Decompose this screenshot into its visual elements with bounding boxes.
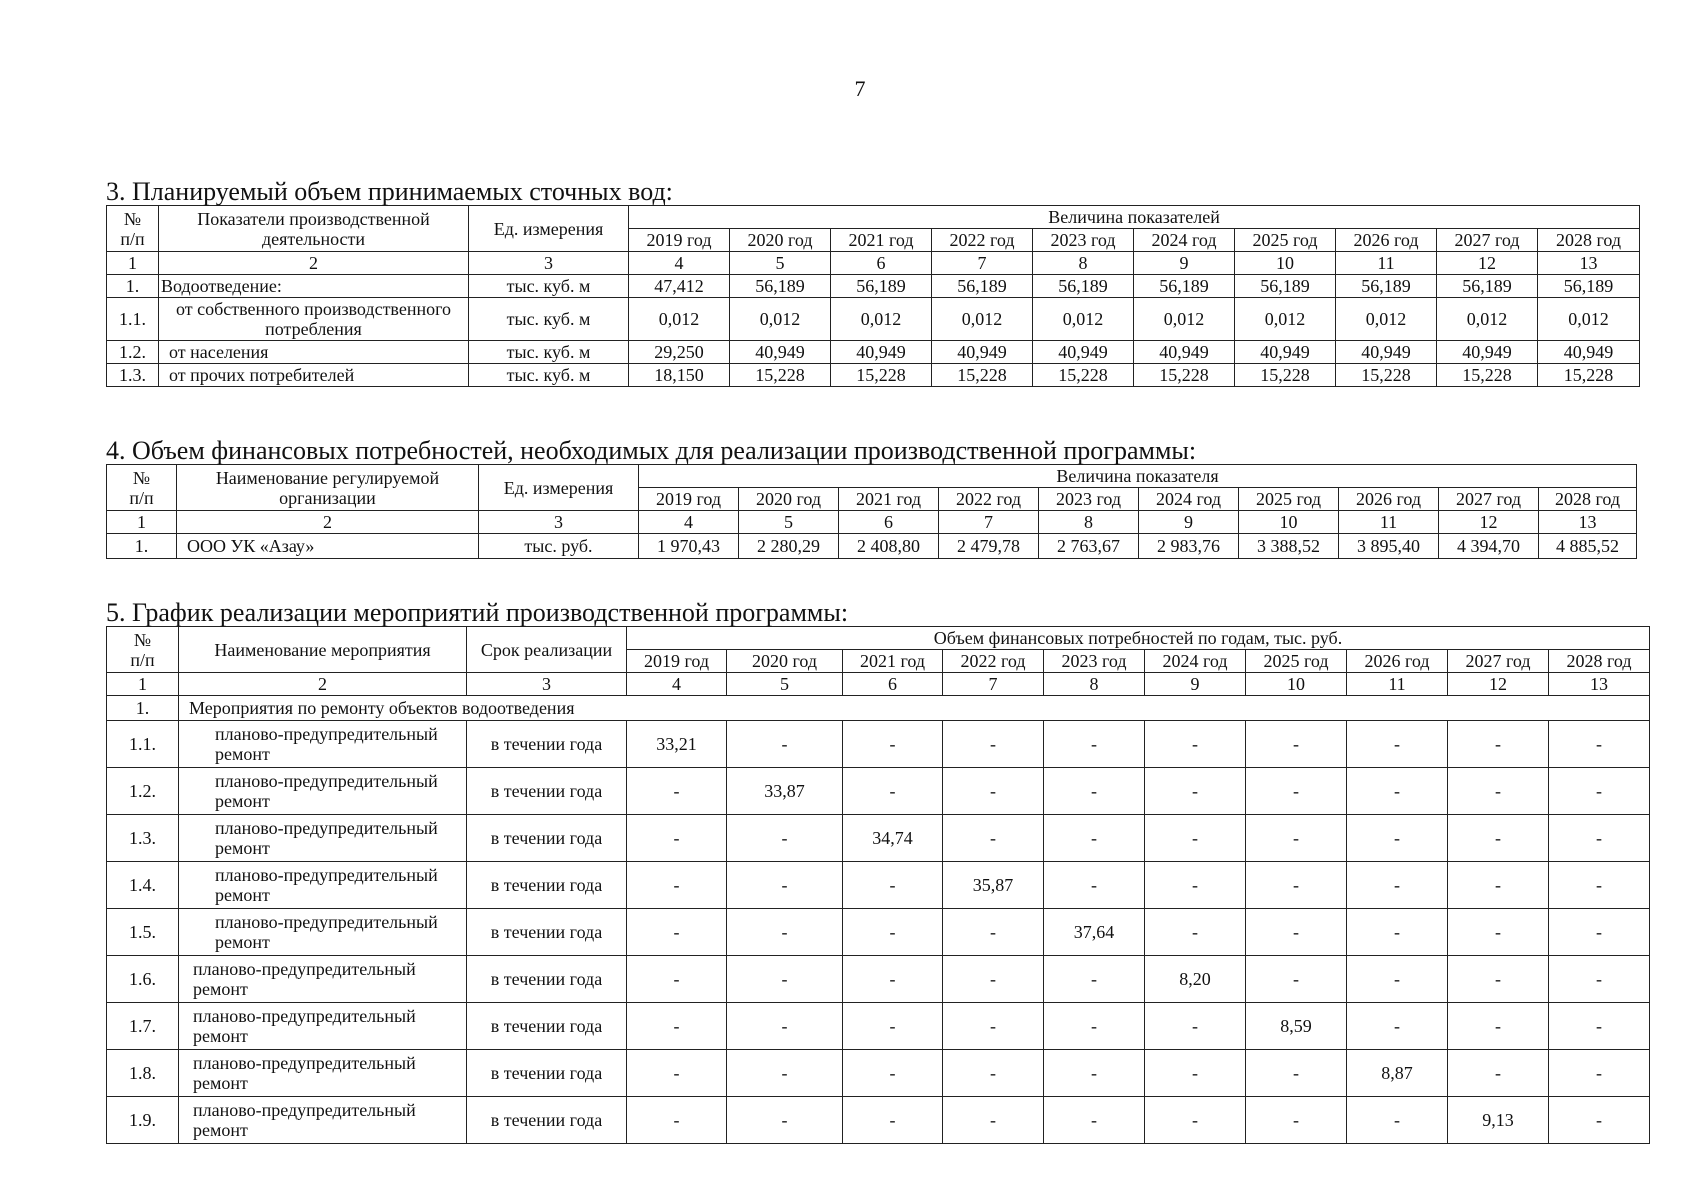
column-number: 5 — [739, 511, 839, 534]
section-schedule — [106, 600, 1650, 1144]
column-number: 9 — [1139, 511, 1239, 534]
column-numbers-row — [107, 252, 1640, 275]
header-unit: Ед. измерения — [469, 206, 629, 252]
value-cell: - — [1448, 909, 1549, 956]
event-name: планово-предупредительный ремонт — [179, 1003, 467, 1050]
header-year: 2028 год — [1539, 488, 1637, 511]
term: в течении года — [467, 1097, 627, 1144]
column-number: 8 — [1039, 511, 1139, 534]
financial-needs-table — [106, 464, 1637, 559]
column-number: 3 — [469, 252, 629, 275]
header-year: 2020 год — [727, 650, 843, 673]
term: в течении года — [467, 1050, 627, 1097]
header-year: 2027 год — [1448, 650, 1549, 673]
column-number: 10 — [1235, 252, 1336, 275]
value-cell: 1 970,43 — [639, 534, 739, 559]
value-cell: - — [627, 1003, 727, 1050]
value-cell: 0,012 — [1033, 298, 1134, 341]
value-cell: 15,228 — [932, 364, 1033, 387]
value-cell: 56,189 — [1437, 275, 1538, 298]
table-row — [107, 1097, 1650, 1144]
value-cell: 40,949 — [1235, 341, 1336, 364]
value-cell: - — [1145, 909, 1246, 956]
table-row — [107, 341, 1640, 364]
value-cell: 2 983,76 — [1139, 534, 1239, 559]
value-cell: - — [1448, 815, 1549, 862]
header-number: № п/п — [107, 627, 179, 673]
row-number: 1.5. — [107, 909, 179, 956]
header-year: 2027 год — [1439, 488, 1539, 511]
value-cell: - — [1145, 1050, 1246, 1097]
unit: тыс. куб. м — [469, 364, 629, 387]
row-number: 1.7. — [107, 1003, 179, 1050]
header-year: 2025 год — [1239, 488, 1339, 511]
value-cell: - — [1044, 1097, 1145, 1144]
value-cell: 56,189 — [932, 275, 1033, 298]
value-cell: 0,012 — [730, 298, 831, 341]
value-cell: - — [943, 1050, 1044, 1097]
value-cell: - — [943, 768, 1044, 815]
value-cell: 15,228 — [831, 364, 932, 387]
row-number: 1.4. — [107, 862, 179, 909]
header-year: 2026 год — [1339, 488, 1439, 511]
value-cell: 40,949 — [1134, 341, 1235, 364]
value-cell: - — [1044, 956, 1145, 1003]
table-row — [107, 768, 1650, 815]
header-unit: Срок реализации — [467, 627, 627, 673]
group-row — [107, 696, 1650, 721]
value-cell: 56,189 — [831, 275, 932, 298]
value-cell: 40,949 — [730, 341, 831, 364]
value-cell: - — [1448, 956, 1549, 1003]
term: в течении года — [467, 815, 627, 862]
value-cell: - — [1347, 768, 1448, 815]
value-cell: - — [1549, 721, 1650, 768]
value-cell: - — [943, 721, 1044, 768]
value-cell: - — [727, 1097, 843, 1144]
value-cell: 9,13 — [1448, 1097, 1549, 1144]
value-cell: - — [1549, 1003, 1650, 1050]
header-number: № п/п — [107, 465, 177, 511]
section-financial-needs — [106, 438, 1637, 559]
column-number: 3 — [479, 511, 639, 534]
header-row — [107, 206, 1640, 229]
value-cell: 35,87 — [943, 862, 1044, 909]
column-number: 6 — [831, 252, 932, 275]
event-name: планово-предупредительный ремонт — [179, 768, 467, 815]
value-cell: 2 280,29 — [739, 534, 839, 559]
value-cell: - — [1145, 721, 1246, 768]
table-row — [107, 815, 1650, 862]
section-wastewater-volume — [106, 179, 1640, 387]
unit: тыс. куб. м — [469, 275, 629, 298]
event-name: планово-предупредительный ремонт — [179, 909, 467, 956]
value-cell: - — [843, 909, 943, 956]
row-number: 1.8. — [107, 1050, 179, 1097]
indicator-name: от прочих потребителей — [159, 364, 469, 387]
value-cell: - — [627, 862, 727, 909]
header-year: 2020 год — [730, 229, 831, 252]
value-cell: - — [1347, 815, 1448, 862]
event-name: планово-предупредительный ремонт — [179, 956, 467, 1003]
value-cell: - — [1044, 768, 1145, 815]
value-cell: 3 895,40 — [1339, 534, 1439, 559]
value-cell: 2 479,78 — [939, 534, 1039, 559]
header-year: 2023 год — [1039, 488, 1139, 511]
column-number: 3 — [467, 673, 627, 696]
value-cell: - — [1145, 1003, 1246, 1050]
value-cell: 33,87 — [727, 768, 843, 815]
value-cell: 15,228 — [730, 364, 831, 387]
value-cell: - — [1549, 768, 1650, 815]
value-cell: 40,949 — [932, 341, 1033, 364]
value-cell: - — [843, 768, 943, 815]
organization-name: ООО УК «Азау» — [177, 534, 479, 559]
value-cell: - — [1246, 909, 1347, 956]
column-number: 10 — [1239, 511, 1339, 534]
header-unit: Ед. измерения — [479, 465, 639, 511]
event-name: планово-предупредительный ремонт — [179, 862, 467, 909]
header-name: Наименование мероприятия — [179, 627, 467, 673]
column-number: 9 — [1134, 252, 1235, 275]
event-name: планово-предупредительный ремонт — [179, 815, 467, 862]
header-year: 2028 год — [1549, 650, 1650, 673]
value-cell: 56,189 — [1336, 275, 1437, 298]
header-year: 2021 год — [831, 229, 932, 252]
header-values: Величина показателей — [629, 206, 1640, 229]
term: в течении года — [467, 862, 627, 909]
unit: тыс. руб. — [479, 534, 639, 559]
row-number: 1.2. — [107, 768, 179, 815]
value-cell: - — [727, 956, 843, 1003]
value-cell: 0,012 — [1538, 298, 1640, 341]
header-values: Величина показателя — [639, 465, 1637, 488]
header-year: 2024 год — [1145, 650, 1246, 673]
column-number: 11 — [1336, 252, 1437, 275]
header-year: 2025 год — [1235, 229, 1336, 252]
header-year: 2028 год — [1538, 229, 1640, 252]
value-cell: 40,949 — [831, 341, 932, 364]
unit: тыс. куб. м — [469, 341, 629, 364]
header-year: 2019 год — [629, 229, 730, 252]
row-number: 1. — [107, 534, 177, 559]
column-number: 8 — [1033, 252, 1134, 275]
header-year: 2026 год — [1347, 650, 1448, 673]
table-row — [107, 298, 1640, 341]
term: в течении года — [467, 909, 627, 956]
value-cell: - — [1549, 956, 1650, 1003]
section-title: 3. Планируемый объем принимаемых сточных вод: — [106, 177, 673, 206]
value-cell: 56,189 — [730, 275, 831, 298]
value-cell: 0,012 — [1235, 298, 1336, 341]
value-cell: - — [1044, 1003, 1145, 1050]
column-number: 11 — [1347, 673, 1448, 696]
value-cell: - — [727, 862, 843, 909]
term: в течении года — [467, 768, 627, 815]
header-year: 2021 год — [843, 650, 943, 673]
value-cell: - — [943, 1097, 1044, 1144]
table-row — [107, 1050, 1650, 1097]
value-cell: 33,21 — [627, 721, 727, 768]
column-number: 9 — [1145, 673, 1246, 696]
column-number: 13 — [1538, 252, 1640, 275]
value-cell: - — [1347, 909, 1448, 956]
header-row — [107, 627, 1650, 650]
column-number: 13 — [1549, 673, 1650, 696]
row-number: 1.3. — [107, 815, 179, 862]
indicator-name: от собственного производственного потребления — [159, 298, 469, 341]
value-cell: 29,250 — [629, 341, 730, 364]
value-cell: - — [627, 1097, 727, 1144]
column-number: 5 — [730, 252, 831, 275]
value-cell: - — [843, 956, 943, 1003]
value-cell: 15,228 — [1437, 364, 1538, 387]
value-cell: - — [1347, 721, 1448, 768]
unit: тыс. куб. м — [469, 298, 629, 341]
term: в течении года — [467, 1003, 627, 1050]
header-year: 2019 год — [639, 488, 739, 511]
value-cell: - — [627, 956, 727, 1003]
value-cell: 2 408,80 — [839, 534, 939, 559]
column-number: 2 — [159, 252, 469, 275]
row-number: 1.9. — [107, 1097, 179, 1144]
event-name: планово-предупредительный ремонт — [179, 721, 467, 768]
row-number: 1. — [107, 275, 159, 298]
value-cell: - — [1246, 862, 1347, 909]
table-row — [107, 534, 1637, 559]
value-cell: - — [1448, 862, 1549, 909]
value-cell: - — [843, 862, 943, 909]
value-cell: 56,189 — [1538, 275, 1640, 298]
column-number: 4 — [629, 252, 730, 275]
table-row — [107, 275, 1640, 298]
column-number: 4 — [627, 673, 727, 696]
value-cell: - — [843, 1003, 943, 1050]
value-cell: - — [1549, 1050, 1650, 1097]
value-cell: 0,012 — [629, 298, 730, 341]
table-row — [107, 1003, 1650, 1050]
event-name: планово-предупредительный ремонт — [179, 1097, 467, 1144]
column-number: 2 — [177, 511, 479, 534]
value-cell: 18,150 — [629, 364, 730, 387]
value-cell: - — [727, 1003, 843, 1050]
value-cell: - — [1044, 815, 1145, 862]
header-year: 2026 год — [1336, 229, 1437, 252]
header-year: 2020 год — [739, 488, 839, 511]
column-number: 10 — [1246, 673, 1347, 696]
group-name: Мероприятия по ремонту объектов водоотведения — [179, 696, 1650, 721]
value-cell: - — [1347, 1097, 1448, 1144]
value-cell: - — [1246, 1050, 1347, 1097]
value-cell: - — [627, 1050, 727, 1097]
value-cell: - — [1044, 1050, 1145, 1097]
value-cell: 8,20 — [1145, 956, 1246, 1003]
value-cell: - — [1145, 862, 1246, 909]
value-cell: - — [627, 815, 727, 862]
value-cell: - — [943, 956, 1044, 1003]
value-cell: 0,012 — [1437, 298, 1538, 341]
value-cell: - — [1044, 721, 1145, 768]
value-cell: 4 885,52 — [1539, 534, 1637, 559]
column-number: 6 — [843, 673, 943, 696]
column-number: 13 — [1539, 511, 1637, 534]
header-year: 2021 год — [839, 488, 939, 511]
value-cell: - — [1448, 1050, 1549, 1097]
value-cell: - — [1347, 862, 1448, 909]
header-values: Объем финансовых потребностей по годам, тыс. руб. — [627, 627, 1650, 650]
column-number: 2 — [179, 673, 467, 696]
column-numbers-row — [107, 511, 1637, 534]
schedule-table — [106, 626, 1650, 1144]
table-row — [107, 956, 1650, 1003]
row-number: 1.1. — [107, 721, 179, 768]
value-cell: - — [843, 1097, 943, 1144]
value-cell: - — [1448, 1003, 1549, 1050]
header-year: 2023 год — [1033, 229, 1134, 252]
value-cell: - — [843, 721, 943, 768]
value-cell: - — [943, 815, 1044, 862]
value-cell: - — [1448, 721, 1549, 768]
value-cell: 2 763,67 — [1039, 534, 1139, 559]
header-year: 2027 год — [1437, 229, 1538, 252]
row-number: 1. — [107, 696, 179, 721]
value-cell: - — [627, 768, 727, 815]
table-row — [107, 721, 1650, 768]
table-row — [107, 364, 1640, 387]
value-cell: 15,228 — [1336, 364, 1437, 387]
column-number: 12 — [1439, 511, 1539, 534]
value-cell: 0,012 — [1134, 298, 1235, 341]
value-cell: 15,228 — [1134, 364, 1235, 387]
section-title: 5. График реализации мероприятий производственной программы: — [106, 598, 849, 627]
header-number: № п/п — [107, 206, 159, 252]
column-number: 5 — [727, 673, 843, 696]
value-cell: 4 394,70 — [1439, 534, 1539, 559]
value-cell: - — [627, 909, 727, 956]
value-cell: 56,189 — [1134, 275, 1235, 298]
value-cell: - — [1246, 815, 1347, 862]
value-cell: 40,949 — [1538, 341, 1640, 364]
value-cell: - — [727, 1050, 843, 1097]
value-cell: - — [1347, 1003, 1448, 1050]
table-row — [107, 862, 1650, 909]
value-cell: - — [1347, 956, 1448, 1003]
value-cell: 47,412 — [629, 275, 730, 298]
value-cell: 40,949 — [1033, 341, 1134, 364]
value-cell: - — [1549, 909, 1650, 956]
value-cell: - — [1044, 862, 1145, 909]
header-year: 2022 год — [932, 229, 1033, 252]
value-cell: 0,012 — [831, 298, 932, 341]
header-year: 2022 год — [939, 488, 1039, 511]
value-cell: 3 388,52 — [1239, 534, 1339, 559]
value-cell: 15,228 — [1538, 364, 1640, 387]
value-cell: - — [727, 815, 843, 862]
header-year: 2024 год — [1139, 488, 1239, 511]
column-numbers-row — [107, 673, 1650, 696]
value-cell: - — [1246, 1097, 1347, 1144]
column-number: 8 — [1044, 673, 1145, 696]
value-cell: 8,87 — [1347, 1050, 1448, 1097]
column-number: 11 — [1339, 511, 1439, 534]
value-cell: 40,949 — [1336, 341, 1437, 364]
value-cell: - — [1246, 956, 1347, 1003]
value-cell: 40,949 — [1437, 341, 1538, 364]
value-cell: - — [1145, 1097, 1246, 1144]
value-cell: - — [1549, 815, 1650, 862]
value-cell: 34,74 — [843, 815, 943, 862]
column-number: 1 — [107, 252, 159, 275]
section-title: 4. Объем финансовых потребностей, необходимых для реализации производственной программы: — [106, 436, 1197, 465]
header-year: 2024 год — [1134, 229, 1235, 252]
value-cell: 0,012 — [1336, 298, 1437, 341]
value-cell: - — [1246, 721, 1347, 768]
indicator-name: Водоотведение: — [159, 275, 469, 298]
row-number: 1.3. — [107, 364, 159, 387]
value-cell: 15,228 — [1235, 364, 1336, 387]
value-cell: 0,012 — [932, 298, 1033, 341]
column-number: 12 — [1437, 252, 1538, 275]
indicator-name: от населения — [159, 341, 469, 364]
column-number: 7 — [943, 673, 1044, 696]
table-row — [107, 909, 1650, 956]
header-name: Наименование регулируемой организации — [177, 465, 479, 511]
value-cell: 56,189 — [1235, 275, 1336, 298]
header-year: 2019 год — [627, 650, 727, 673]
value-cell: 37,64 — [1044, 909, 1145, 956]
column-number: 6 — [839, 511, 939, 534]
row-number: 1.2. — [107, 341, 159, 364]
row-number: 1.6. — [107, 956, 179, 1003]
value-cell: - — [727, 721, 843, 768]
value-cell: 15,228 — [1033, 364, 1134, 387]
header-name: Показатели производственной деятельности — [159, 206, 469, 252]
column-number: 1 — [107, 511, 177, 534]
header-row — [107, 465, 1637, 488]
header-year: 2023 год — [1044, 650, 1145, 673]
value-cell: 8,59 — [1246, 1003, 1347, 1050]
value-cell: - — [1145, 768, 1246, 815]
column-number: 4 — [639, 511, 739, 534]
value-cell: - — [1145, 815, 1246, 862]
header-year: 2025 год — [1246, 650, 1347, 673]
row-number: 1.1. — [107, 298, 159, 341]
value-cell: - — [1549, 862, 1650, 909]
column-number: 12 — [1448, 673, 1549, 696]
value-cell: - — [1448, 768, 1549, 815]
value-cell: - — [1549, 1097, 1650, 1144]
value-cell: - — [943, 909, 1044, 956]
value-cell: - — [943, 1003, 1044, 1050]
value-cell: 56,189 — [1033, 275, 1134, 298]
column-number: 1 — [107, 673, 179, 696]
wastewater-table — [106, 205, 1640, 387]
page-number: 7 — [854, 76, 866, 101]
term: в течении года — [467, 721, 627, 768]
column-number: 7 — [932, 252, 1033, 275]
term: в течении года — [467, 956, 627, 1003]
value-cell: - — [1246, 768, 1347, 815]
header-year: 2022 год — [943, 650, 1044, 673]
value-cell: - — [843, 1050, 943, 1097]
value-cell: - — [727, 909, 843, 956]
column-number: 7 — [939, 511, 1039, 534]
event-name: планово-предупредительный ремонт — [179, 1050, 467, 1097]
